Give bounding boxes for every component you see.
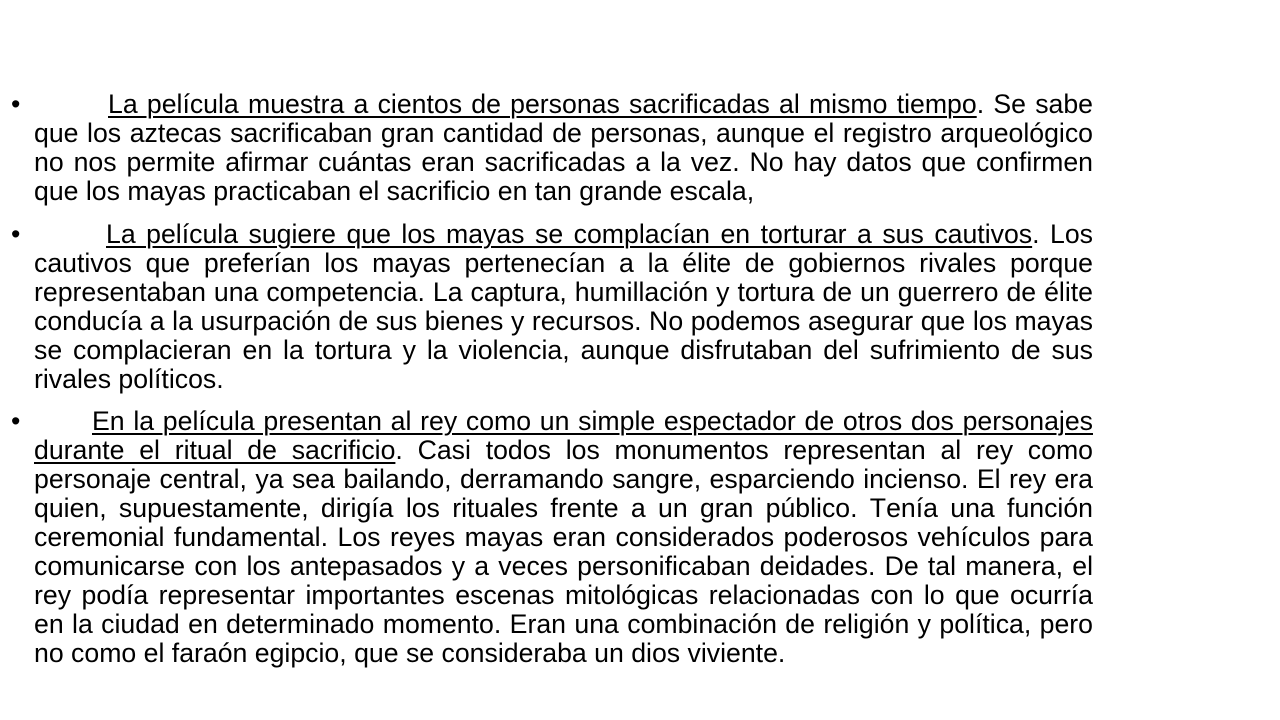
explanation-text: . Los cautivos que preferían los mayas pertenecían a la élite de gobiernos rivales porque representaban una competencia. La captura, humillación y tortura de un guerrero de élite conducía a la usurpación de sus bienes y recursos. No podemos asegurar que los mayas se complacieran en la tortura y la violencia, aunque disfrutaban del sufrimiento de sus rivales políticos. xyxy=(34,219,1094,394)
underlined-claim: La película muestra a cientos de personas sacrificadas al mismo tiempo xyxy=(108,89,977,119)
bullet-item xyxy=(11,219,1094,394)
bullet-marker: • xyxy=(11,219,21,249)
bullet-item xyxy=(11,89,1093,206)
explanation-text: . Casi todos los monumentos representan al rey como personaje central, ya sea bailando, derramando sangre, esparciendo incienso. El rey era quien, supuestamente, dirigía los rituales frente a un gran público. Tenía una función ceremonial fundamental. Los reyes mayas eran considerados poderosos vehículos para comunicarse con los antepasados y a veces personificaban deidades. De tal manera, el rey podía representar importantes escenas mitológicas relacionadas con lo que ocurría en la ciudad en determinado momento. Eran una combinación de religión y política, pero no como el faraón egipcio, que se consideraba un dios viviente. xyxy=(34,435,1093,668)
explanation-text: . Se sabe que los aztecas sacrificaban gran cantidad de personas, aunque el registro arqueológico no nos permite afirmar cuántas eran sacrificadas a la vez. No hay datos que confirmen que los mayas practicaban el sacrificio en tan grande escala, xyxy=(34,89,1093,206)
bullet-item xyxy=(11,406,1093,668)
bullet-list xyxy=(11,89,1094,668)
underlined-claim: La película sugiere que los mayas se complacían en torturar a sus cautivos xyxy=(106,219,1033,249)
bullet-marker: • xyxy=(11,89,21,119)
bullet-marker: • xyxy=(11,406,21,436)
underlined-claim: En la película presentan al rey como un simple espectador de otros dos personajes durante el ritual de sacrificio xyxy=(34,406,1093,465)
